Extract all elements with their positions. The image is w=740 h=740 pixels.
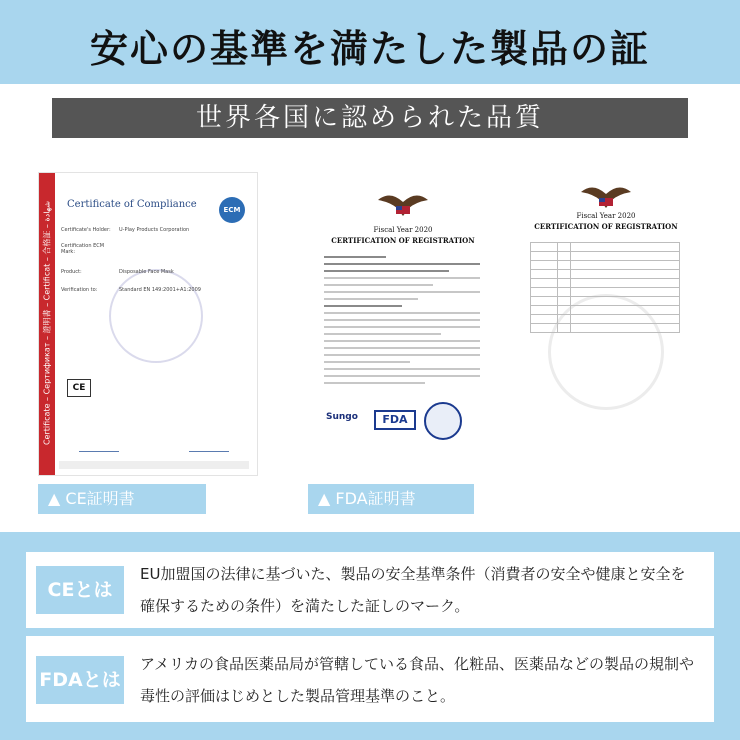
fda-certificate-label: ▲ FDA証明書 [308,484,474,514]
ce-row: Certification ECM Mark: [61,243,105,255]
quality-banner: 世界各国に認められた品質 [52,98,688,138]
page-title: 安心の基準を満たした製品の証 [89,27,650,71]
seal-icon [424,402,462,440]
registration-heading: CERTIFICATION OF REGISTRATION [331,236,475,245]
ce-footer [59,461,249,469]
sungo-logo: Sungo [326,412,358,422]
ce-row: Product: Disposable Face Mask [61,269,174,275]
certificate-text-lines [324,256,480,389]
annex-table [530,242,680,333]
ce-row: Verification to: Standard EN 149:2001+A1:2009 [61,287,201,293]
ce-side-strip [39,173,55,475]
fda-logo-icon: FDA [374,410,416,430]
ce-certificate-label: ▲ CE証明書 [38,484,206,514]
ce-definition-tag: CEとは [36,566,124,614]
ecm-logo-icon: ECM [219,197,245,223]
fiscal-year: Fiscal Year 2020 [373,226,433,234]
ce-row: Certificate's Holder: U-Play Products Corporation [61,227,190,233]
ce-certificate-details [61,227,251,301]
fda-certificate-image [308,176,498,472]
fda-definition-text: アメリカの食品医薬品局が管轄している食品、化粧品、医薬品などの製品の規制や毒性の評価はじめとした製品管理基準のこと。 [140,655,694,705]
eagle-icon [376,190,430,218]
registration-heading: CERTIFICATION OF REGISTRATION [534,222,678,231]
ce-mark-icon: CE [67,379,91,397]
ce-definition-text: EU加盟国の法律に基づいた、製品の安全基準条件（消費者の安全や健康と安全を確保するための条件）を満たした証しのマーク。 [140,565,686,615]
signature-2 [189,441,229,452]
fda-annex-image [512,176,700,472]
fda-definition-tag: FDAとは [36,656,124,704]
eagle-icon [579,182,633,210]
ce-side-text: Certificate – Сертификат – 證明書 – Certificat – 合格証 – شهادة [42,200,52,446]
ce-certificate-title: Certificate of Compliance [67,199,197,210]
signature-1 [79,441,119,452]
fiscal-year: Fiscal Year 2020 [576,212,636,220]
ce-certificate-image [38,172,258,476]
